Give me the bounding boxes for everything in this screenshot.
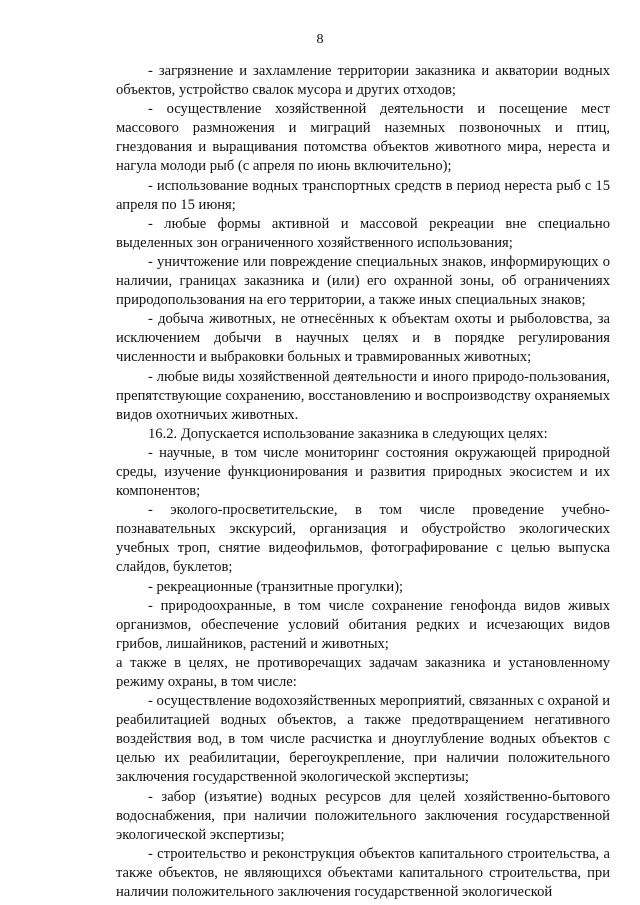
paragraph-11: - рекреационные (транзитные прогулки);	[148, 578, 404, 595]
paragraph-5: - уничтожение или повреждение специальных знаков, информирующих о наличии, границах заказника и (или) его охранной зоны, об ограничениях природопользования на его территории, а также иных специальных знаков;	[116, 253, 610, 309]
section-heading-16-2: 16.2. Допускается использование заказника в следующих целях:	[148, 425, 548, 442]
paragraph-12: - природоохранные, в том числе сохранение генофонда видов живых организмов, обеспечение условий обитания редких и исчезающих видов грибов, лишайников, растений и животных;	[116, 597, 610, 652]
paragraph-15: - забор (изъятие) водных ресурсов для целей хозяйственно-бытового водоснабжения, при наличии положительного заключения государственной экологической экспертизы;	[116, 788, 610, 843]
paragraph-13: а также в целях, не противоречащих задачам заказника и установленному режиму охраны, в том числе:	[116, 654, 610, 690]
page-number: 8	[316, 32, 324, 47]
paragraph-7: - любые виды хозяйственной деятельности и иного природо-пользования, препятствующие сохранению, восстановлению и воспроизводству охраняемых видов охотничьих животных.	[116, 368, 610, 423]
paragraph-14: - осуществление водохозяйственных мероприятий, связанных с охраной и реабилитацией водных объектов, а также предотвращением негативного воздействия вод, в том числе расчистка и дноуглубление водных объектов с целью их реабилитации, берегоукрепление, при наличии положительного заключения государственной экологической экспертизы;	[116, 693, 610, 786]
paragraph-1: - загрязнение и захламление территории заказника и акватории водных объектов, устройство свалок мусора и других отходов;	[116, 63, 610, 99]
paragraph-4: - любые формы активной и массовой рекреации вне специально выделенных зон ограниченного хозяйственного использования;	[116, 215, 610, 251]
paragraph-3: - использование водных транспортных средств в период нереста рыб с 15 апреля по 15 июня;	[116, 177, 610, 213]
paragraph-9: - научные, в том числе мониторинг состояния окружающей природной среды, изучение функционирования и развития природных экосистем и их компонентов;	[116, 444, 610, 500]
paragraph-16: - строительство и реконструкция объектов капитального строительства, а также объектов, не являющихся объектами капитального строительства, при наличии положительного заключения государственной экологической	[116, 845, 610, 901]
paragraph-10: - эколого-просветительские, в том числе проведение учебно-познавательных экскурсий, организация и обустройство экологических учебных троп, снятие видеофильмов, фотографирование с целью выпуска слайдов, буклетов;	[116, 502, 610, 576]
paragraph-6: - добыча животных, не отнесённых к объектам охоты и рыболовства, за исключением добычи в научных целях и в порядке регулирования численности и выбраковки больных и травмированных животных;	[116, 311, 610, 366]
document-body	[116, 62, 610, 902]
paragraph-2: - осуществление хозяйственной деятельности и посещение мест массового размножения и миграций наземных позвоночных и птиц, гнездования и выращивания потомства объектов животного мира, нереста и нагула молоди рыб (с апреля по июнь включительно);	[116, 101, 610, 175]
